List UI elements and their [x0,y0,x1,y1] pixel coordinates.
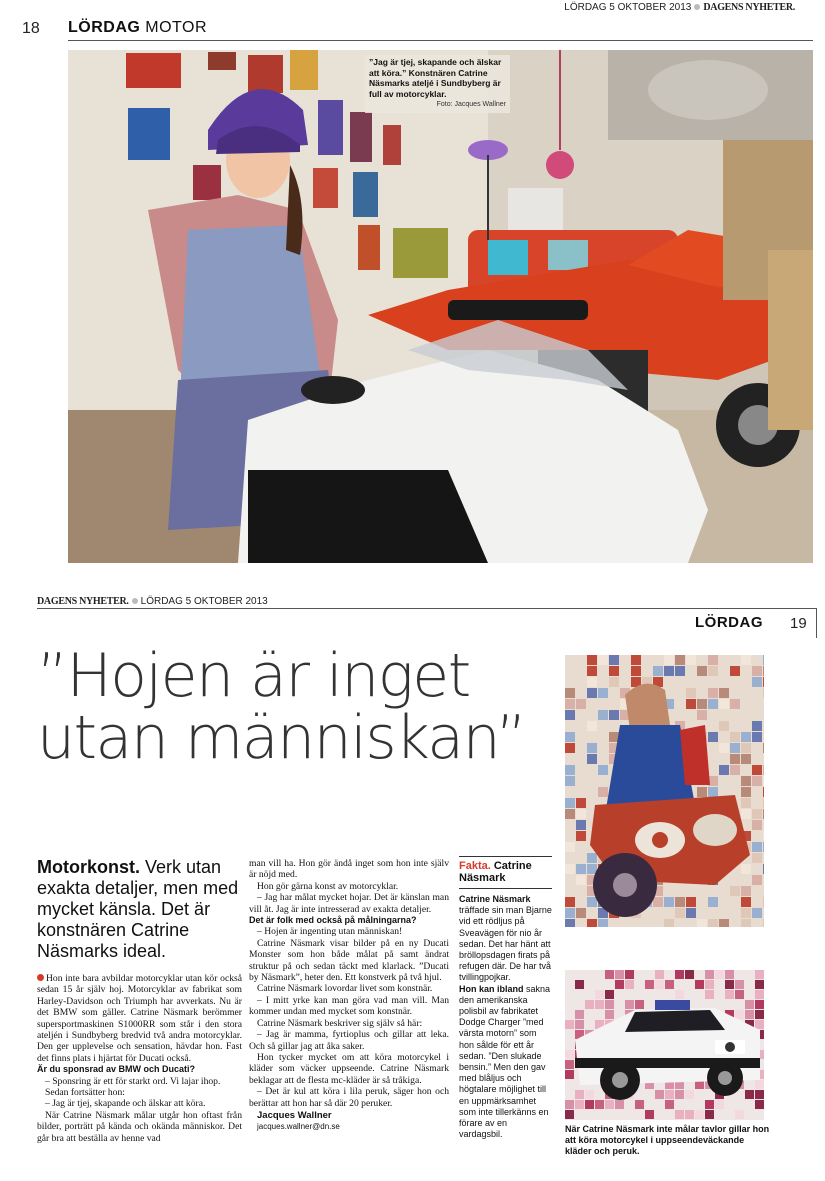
mosaic-tile [675,666,685,676]
section-label: LÖRDAG [695,614,763,631]
mosaic-tile [576,809,586,819]
mosaic-tile [686,897,696,907]
mosaic-tile [565,864,575,874]
mosaic-tile [595,990,604,999]
mosaic-tile [763,666,764,676]
mosaic-tile [565,699,575,709]
painting-caption: När Catrine Näsmark inte målar tavlor gillar hon att köra motorcykel i uppseendeväckande kläder och peruk. [565,1124,770,1156]
page-19-dateline [37,596,268,607]
main-photo-caption [365,55,510,113]
paragraph: Sedan fortsätter hon: [45,1087,125,1099]
mosaic-tile [752,721,762,731]
mosaic-tile [653,666,663,676]
mosaic-tile [730,732,740,742]
fact-lead: Catrine Näsmark [459,894,531,904]
mosaic-tile [625,970,634,979]
mosaic-tile [565,1110,574,1119]
interview-question: Det är folk med också på målningarna? [249,915,417,926]
mosaic-tile [664,919,674,927]
mosaic-tile [575,1090,584,1099]
mosaic-tile [752,875,762,885]
paragraph: – Det är kul att köra i lila peruk, säger hon och berättar att hon har så där 20 peruker. [249,1086,449,1109]
mosaic-tile [725,980,734,989]
mosaic-tile [665,1090,674,1099]
mosaic-tile [697,666,707,676]
mosaic-tile [719,721,729,731]
mosaic-tile [653,897,663,907]
newspaper-brand: DAGENS NYHETER. [37,596,129,607]
mosaic-tile [741,754,751,764]
mosaic-tile [587,853,597,863]
mosaic-tile [645,1110,654,1119]
mosaic-tile [587,655,597,665]
mosaic-tile [752,776,762,786]
mosaic-tile [575,980,584,989]
mosaic-tile [763,787,764,797]
section-day: LÖRDAG [68,19,141,36]
mosaic-tile [763,776,764,786]
fact-box [459,856,552,1140]
mosaic-tile [719,743,729,753]
mosaic-tile [664,655,674,665]
page-number-18: 18 [22,20,40,37]
mosaic-tile [730,743,740,753]
mosaic-tile [752,765,762,775]
fact-subject: Catrine Näsmark [459,860,532,884]
mosaic-tile [755,1010,764,1019]
ingress-kicker: Motorkonst. [37,857,140,877]
mosaic-tile [763,677,764,687]
mosaic-tile [585,1090,594,1099]
mosaic-tile [605,990,614,999]
mosaic-tile [565,743,575,753]
mosaic-tile [598,919,608,927]
mosaic-tile [565,919,575,927]
dateline-date: LÖRDAG 5 OKTOBER 2013 [140,596,268,607]
mosaic-tile [675,1110,684,1119]
mosaic-tile [686,655,696,665]
start-bullet-icon [37,974,44,981]
mosaic-tile [665,980,674,989]
paragraph: Catrine Näsmark visar bilder på en ny Ducati Monster som hon både målat på samt ändrat struktur på och sedan täckt med klarlack. ”Ducati by Näsmark”, heter den. Ett konstverk på två hjul. [249,937,449,984]
mosaic-tile [685,1110,694,1119]
dateline-date: LÖRDAG 5 OKTOBER 2013 [564,2,692,13]
mosaic-tile [708,919,718,927]
ingress-text: Verk utan exakta detaljer, men med mycket känsla. Det är konstnären Catrine Näsmarks ideal. [37,857,239,961]
mosaic-tile [752,842,762,852]
mosaic-tile [565,798,575,808]
paragraph [37,973,242,1064]
mosaic-tile [685,970,694,979]
mosaic-tile [587,864,597,874]
mosaic-tile [708,732,718,742]
mosaic-tile [763,743,764,753]
mosaic-tile [719,765,729,775]
mosaic-tile [763,688,764,698]
mosaic-tile [675,897,685,907]
fact-text: träffade sin man Bjarne vid ett rödljus på Sveavägen för nio år sedan. Det har hänt att bröllopsdagen firats på refugen där. De har två tvillingpojkar. [459,905,552,983]
mosaic-painting-1 [565,655,764,927]
mosaic-tile [705,990,714,999]
mosaic-tile [587,743,597,753]
paragraph: Catrine Näsmark lovordar livet som konstnär. [257,983,433,995]
mosaic-tile [615,970,624,979]
mosaic-tile [664,666,674,676]
page-18-dateline [564,2,795,13]
mosaic-tile [697,710,707,720]
mosaic-tile [705,1110,714,1119]
mosaic-tile [576,875,586,885]
mosaic-tile [598,787,608,797]
mosaic-tile [598,765,608,775]
mosaic-tile [565,732,575,742]
interview-question: Är du sponsrad av BMW och Ducati? [37,1064,196,1075]
mosaic-tile [587,919,597,927]
mosaic-tile [695,980,704,989]
mosaic-tile [755,1080,764,1089]
mosaic-painting-2 [565,970,764,1120]
mosaic-tile [741,886,751,896]
page-18-header [0,0,825,48]
mosaic-tile [587,897,597,907]
paragraph: – Hojen är ingenting utan människan! [257,926,403,938]
mosaic-tile [605,1010,614,1019]
mosaic-tile [609,655,619,665]
photo-credit: Foto: Jacques Wallner [436,101,506,108]
mosaic-tile [645,980,654,989]
mosaic-tile [598,688,608,698]
paragraph: man vill ha. Hon gör ändå inget som hon inte själv är nöjd med. [249,858,449,881]
mosaic-tile [565,688,575,698]
mosaic-tile [605,1100,614,1109]
mosaic-tile [719,919,729,927]
mosaic-tile [609,710,619,720]
section-topic: MOTOR [145,19,208,36]
mosaic-tile [708,787,718,797]
mosaic-tile [675,908,685,918]
mosaic-tile [575,1100,584,1109]
mosaic-tile [755,990,764,999]
author-email[interactable]: jacques.wallner@dn.se [257,1122,340,1132]
mosaic-tile [631,655,641,665]
mosaic-tile [741,798,751,808]
painting-woman-on-motorcycle [565,655,764,927]
mosaic-tile [745,1090,754,1099]
mosaic-tile [576,820,586,830]
paragraph: – Jag är mamma, fyrtioplus och gillar att leka. Och så gillar jag att åka saker. [249,1029,449,1052]
mosaic-tile [565,776,575,786]
mosaic-tile [615,1100,624,1109]
mosaic-tile [609,666,619,676]
main-caption-text: ”Jag är tjej, skapande och älskar att köra.” Konstnären Catrine Näsmarks ateljé i Sundbyberg är full av motorcyklar. [369,57,502,99]
page-number-19: 19 [790,615,807,632]
mosaic-tile [752,820,762,830]
mosaic-tile [585,1100,594,1109]
mosaic-tile [587,754,597,764]
paragraph: – Jag har målat mycket hojar. Det är känslan man vill åt. Jag är inte intresserad av exakta detaljer. [249,892,449,915]
mosaic-tile [565,1060,574,1069]
mosaic-tile [730,765,740,775]
mosaic-tile [735,990,744,999]
author-byline: Jacques Wallner [257,1109,332,1121]
mosaic-tile [631,666,641,676]
mosaic-tile [741,897,751,907]
mosaic-tile [755,970,764,979]
mosaic-tile [675,655,685,665]
mosaic-tile [565,842,575,852]
fact-label: Fakta. [459,860,491,872]
mosaic-tile [576,864,586,874]
mosaic-tile [763,864,764,874]
mosaic-tile [695,1110,704,1119]
mosaic-tile [585,1000,594,1009]
mosaic-tile [741,732,751,742]
mosaic-tile [625,1000,634,1009]
mosaic-tile [741,919,751,927]
mosaic-tile [755,1020,764,1029]
newspaper-brand: DAGENS NYHETER. [703,2,795,13]
mosaic-tile [715,970,724,979]
mosaic-tile [755,1090,764,1099]
mosaic-tile [598,710,608,720]
mosaic-tile [609,677,619,687]
mosaic-tile [708,666,718,676]
mosaic-tile [735,1110,744,1119]
mosaic-tile [575,1020,584,1029]
mosaic-tile [635,1000,644,1009]
mosaic-tile [697,787,707,797]
fact-text: sakna den amerikanska polisbil av fabrikatet Dodge Charger ”med värsta motorn” som hon sålde för ett år sedan. ”Den slukade bensin.” Men den gav med blåljus och högtalare möjlighet till en uppmärksamhet som inte tillerkänns en förare av en vardagsbil. [459,983,551,1140]
mosaic-tile [755,980,764,989]
mosaic-tile [595,1100,604,1109]
fact-paragraph [459,894,552,984]
mosaic-tile [697,699,707,709]
mosaic-tile [708,897,718,907]
mosaic-tile [763,842,764,852]
mosaic-tile [665,1100,674,1109]
mosaic-tile [719,699,729,709]
paragraph: När Catrine Näsmark målar utgår hon oftast från bilder, porträtt på kända och okända människor. Det går bra att beställa av henne vad [37,1109,242,1144]
article-ingress [37,857,242,962]
mosaic-tile [686,908,696,918]
body-column-1 [37,973,242,1144]
mosaic-tile [705,980,714,989]
mosaic-tile [763,897,764,907]
mosaic-tile [598,655,608,665]
mosaic-tile [735,1010,744,1019]
mosaic-tile [745,1010,754,1019]
mosaic-tile [675,970,684,979]
mosaic-tile [730,754,740,764]
mosaic-tile [587,721,597,731]
paragraph: – I mitt yrke kan man göra vad man vill. Man kommer undan med mycket som konstnär. [249,994,449,1018]
mosaic-tile [725,970,734,979]
mosaic-tile [587,666,597,676]
mosaic-tile [686,688,696,698]
header-rule [68,40,813,41]
mosaic-tile [741,787,751,797]
mosaic-tile [741,743,751,753]
mosaic-tile [655,1090,664,1099]
mosaic-tile [763,655,764,665]
painting-police-car [565,970,764,1120]
mosaic-tile [752,732,762,742]
mosaic-tile [576,908,586,918]
mosaic-tile [686,699,696,709]
mosaic-tile [763,765,764,775]
mosaic-tile [705,1100,714,1109]
mosaic-tile [752,809,762,819]
mosaic-tile [565,765,575,775]
mosaic-tile [615,980,624,989]
mosaic-tile [708,688,718,698]
mosaic-tile [635,1100,644,1109]
fact-lead: Hon kan ibland [459,983,524,994]
mosaic-tile [755,1000,764,1009]
mosaic-tile [741,809,751,819]
mosaic-tile [745,1000,754,1009]
mosaic-tile [730,699,740,709]
fact-box-heading [459,856,552,889]
mosaic-tile [655,980,664,989]
mosaic-tile [587,677,597,687]
fact-paragraph [459,984,552,1141]
mosaic-tile [565,1050,574,1059]
mosaic-tile [576,798,586,808]
paragraph: Catrine Näsmark beskriver sig själv så här: [257,1017,423,1029]
paragraph: – Jag är tjej, skapande och älskar att köra. [45,1098,206,1110]
article-headline: ”Hojen är inget utan människan” [37,641,526,773]
mosaic-tile [595,1000,604,1009]
mosaic-tile [752,677,762,687]
mosaic-tile [763,831,764,841]
mosaic-tile [565,710,575,720]
mosaic-tile [576,831,586,841]
paragraph: Hon tycker mycket om att köra motorcykel i kläder som väcker uppseende. Catrine Näsmark beklagar att de flesta mc-kläder är så tråkiga. [249,1051,449,1086]
mosaic-tile [763,919,764,927]
mosaic-tile [587,688,597,698]
mosaic-tile [664,897,674,907]
mosaic-tile [752,666,762,676]
mosaic-tile [685,1090,694,1099]
mosaic-tile [752,853,762,863]
mosaic-tile [575,1010,584,1019]
mosaic-tile [705,970,714,979]
mosaic-tile [755,1100,764,1109]
mosaic-tile [565,809,575,819]
mosaic-tile [565,908,575,918]
paragraph: Hon gör gärna konst av motorcyklar. [257,880,399,892]
mosaic-tile [725,990,734,999]
mosaic-tile [735,980,744,989]
mosaic-tile [763,809,764,819]
mosaic-tile [565,1070,574,1079]
mosaic-tile [708,699,718,709]
mosaic-tile [625,980,634,989]
mosaic-tile [752,908,762,918]
mosaic-tile [576,699,586,709]
mosaic-tile [565,897,575,907]
mosaic-tile [675,1090,684,1099]
main-photo-illustration [68,50,813,563]
section-label [68,19,207,37]
mosaic-tile [565,1020,574,1029]
mosaic-tile [741,655,751,665]
mosaic-tile [605,1000,614,1009]
mosaic-tile [741,908,751,918]
mosaic-tile [730,666,740,676]
paragraph: – Sponsring är ett för starkt ord. Vi lajar ihop. [45,1075,221,1087]
mosaic-tile [763,798,764,808]
mosaic-tile [719,688,729,698]
mosaic-tile [715,1100,724,1109]
mosaic-tile [605,970,614,979]
mosaic-tile [675,990,684,999]
mosaic-tile [741,776,751,786]
mosaic-tile [730,886,740,896]
mosaic-tile [565,1100,574,1109]
body-column-2 [249,858,449,1133]
separator-dot [132,598,138,604]
paragraph-text: Hon inte bara avbildar motorcyklar utan kör också sedan 15 år själv hoj. Motorcyklar av fabrikat som Harley-Davidson och Triumph har avverkats. Nu är det BMW som gäller. Catrine Näsmark berömmer supersportmaskinen S1000RR som står i den stora ateljén i Sundbyberg bredvid två andra motorcyklar. Den ger upplevelse och sensation, hävdar hon. Fast det finns plats i hjärtat för Ducati också. [37,973,242,1064]
main-photo [68,50,813,563]
mosaic-tile [697,919,707,927]
mosaic-tile [741,864,751,874]
separator-dot [694,4,700,10]
mosaic-tile [708,655,718,665]
mosaic-tile [655,970,664,979]
